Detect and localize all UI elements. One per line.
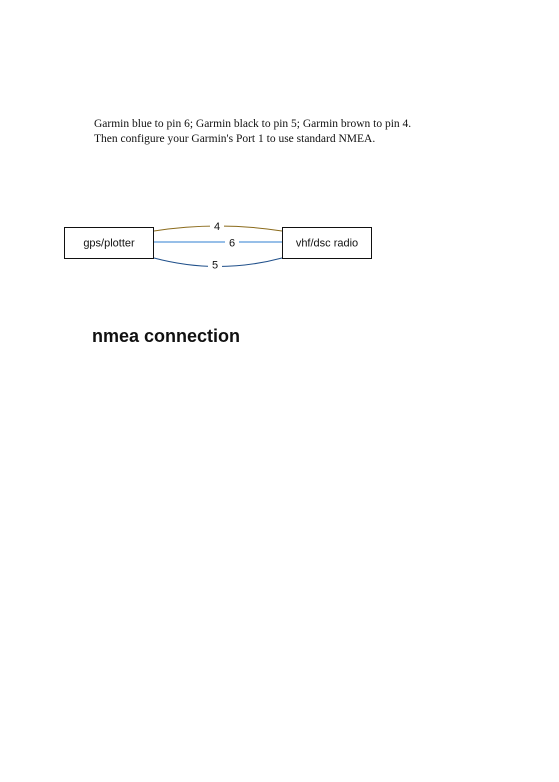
gps-plotter-box xyxy=(65,228,154,259)
instructions-line-1: Garmin blue to pin 6; Garmin black to pin 5; Garmin brown to pin 4. xyxy=(94,118,412,130)
pin-label-5: 5 xyxy=(211,259,219,272)
pin-label-6: 6 xyxy=(228,237,236,250)
instructions-line-2: Then configure your Garmin's Port 1 to use standard NMEA. xyxy=(94,133,376,145)
section-heading: nmea connection xyxy=(92,326,241,346)
pin-label-4: 4 xyxy=(213,221,221,233)
vhf-dsc-radio-box xyxy=(283,228,372,259)
gps-plotter-label: gps/plotter xyxy=(83,237,135,250)
vhf-dsc-radio-label: vhf/dsc radio xyxy=(295,237,359,250)
